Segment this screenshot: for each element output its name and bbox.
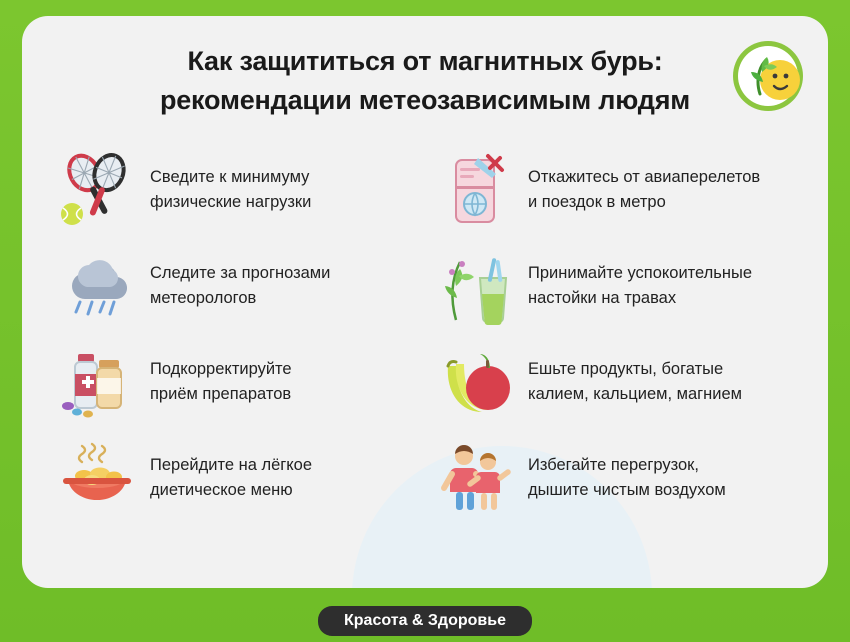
tips-grid (48, 142, 804, 526)
herb-and-smiley-logo (730, 38, 806, 114)
tip-item-7 (48, 430, 426, 526)
tip-line-2: дышите чистым воздухом (528, 481, 726, 499)
children-fresh-air-icon (426, 434, 526, 522)
tip-line-2: настойки на травах (528, 289, 677, 307)
herbal-drink-icon (426, 242, 526, 330)
tips-row (48, 334, 804, 430)
tip-item-3 (48, 238, 426, 334)
brand-badge: Красота & Здоровье (318, 606, 532, 636)
tip-line-1: Сведите к минимуму (150, 168, 310, 187)
tip-text (526, 165, 760, 215)
tip-line-1: Следите за прогнозами (150, 264, 331, 283)
title-line-2: рекомендации метеозависимым людям (159, 85, 691, 116)
title-line-1: Как защититься от магнитных бурь: (187, 46, 663, 76)
tip-text (526, 453, 726, 503)
tip-line-2: калием, кальцием, магнием (528, 385, 743, 403)
tip-item-8 (426, 430, 804, 526)
tip-line-1: Откажитесь от авиаперелетов (528, 168, 761, 187)
fruits-apple-banana-icon (426, 338, 526, 426)
tip-line-2: диетическое меню (150, 481, 293, 499)
tip-line-1: Перейдите на лёгкое (150, 456, 313, 475)
tip-line-1: Избегайте перегрузок, (528, 456, 699, 475)
tip-text (148, 261, 330, 311)
poster-card (22, 16, 828, 588)
tip-text (148, 453, 312, 503)
storm-cloud-rain-icon (48, 242, 148, 330)
tip-text (148, 357, 292, 407)
medicines-bottles-icon (48, 338, 148, 426)
tip-item-5 (48, 334, 426, 430)
diet-food-bowl-icon (48, 434, 148, 522)
tip-line-2: приём препаратов (150, 385, 292, 403)
page-title (22, 42, 828, 120)
tips-row (48, 142, 804, 238)
tip-line-1: Ешьте продукты, богатые (528, 360, 724, 379)
airplane-ticket-icon (426, 146, 526, 234)
tips-row (48, 238, 804, 334)
tip-text (526, 357, 742, 407)
tip-line-2: и поездок в метро (528, 193, 666, 211)
tennis-rackets-icon (48, 146, 148, 234)
tip-item-4 (426, 238, 804, 334)
tip-text (526, 261, 752, 311)
tip-line-2: физические нагрузки (150, 193, 312, 211)
tip-line-1: Подкорректируйте (150, 360, 292, 379)
tip-item-2 (426, 142, 804, 238)
tip-line-1: Принимайте успокоительные (528, 264, 753, 283)
poster-footer (0, 590, 850, 642)
tip-line-2: метеорологов (150, 289, 257, 307)
tips-row (48, 430, 804, 526)
tip-item-6 (426, 334, 804, 430)
tip-item-1 (48, 142, 426, 238)
tip-text (148, 165, 311, 215)
